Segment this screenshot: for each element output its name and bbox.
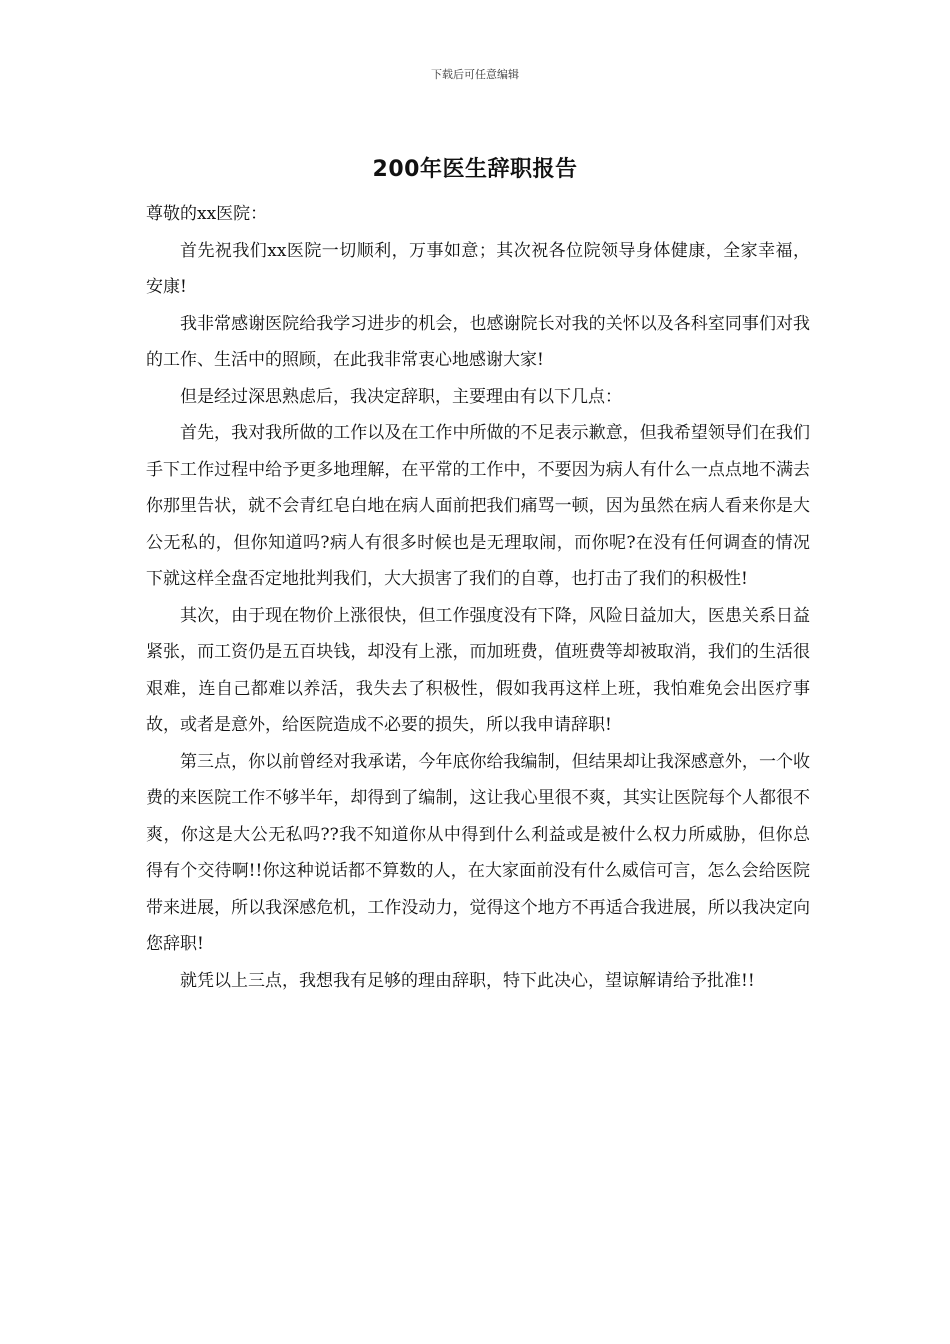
salutation: 尊敬的xx医院： (146, 204, 268, 224)
paragraph-thanks: 我非常感谢医院给我学习进步的机会，也感谢院长对我的关怀以及各科室同事们对我的工作、生活中的照顾，在此我非常衷心地感谢大家! (146, 313, 810, 370)
document-title: 200年医生辞职报告 (372, 157, 578, 182)
paragraph-greeting: 首先祝我们xx医院一切顺利，万事如意；其次祝各位院领导身体健康，全家幸福，安康! (146, 240, 810, 297)
paragraph-intro-reasons: 但是经过深思熟虑后，我决定辞职，主要理由有以下几点： (180, 386, 622, 407)
paragraph-reason-third: 第三点，你以前曾经对我承诺，今年底你给我编制，但结果却让我深感意外，一个收费的来医院工作不够半年，却得到了编制，这让我心里很不爽，其实让医院每个人都很不爽，你这是大公无私吗??我不知道你从中得到什么利益或是被什么权力所威胁，但你总得有个交待啊!!你这种说话都不算数的人，在大家面前没有什么威信可言，怎么会给医院带来进展，所以我深感危机，工作没动力，觉得这个地方不再适合我进展，所以我决定向您辞职! (146, 751, 810, 954)
paragraph-conclusion: 就凭以上三点，我想我有足够的理由辞职，特下此决心，望谅解请给予批准!! (180, 970, 755, 991)
paragraph-reason-first: 首先，我对我所做的工作以及在工作中所做的不足表示歉意，但我希望领导们在我们手下工作过程中给予更多地理解，在平常的工作中，不要因为病人有什么一点点地不满去你那里告状，就不会青红皂白地在病人面前把我们痛骂一顿，因为虽然在病人看来你是大公无私的，但你知道吗?病人有很多时候也是无理取闹，而你呢?在没有任何调查的情况下就这样全盘否定地批判我们，大大损害了我们的自尊，也打击了我们的积极性! (146, 423, 810, 589)
document-body (146, 196, 810, 999)
paragraph-reason-second: 其次，由于现在物价上涨很快，但工作强度没有下降，风险日益加大，医患关系日益紧张，而工资仍是五百块钱，却没有上涨，而加班费，值班费等却被取消，我们的生活很艰难，连自己都难以养活，我失去了积极性，假如我再这样上班，我怕难免会出医疗事故，或者是意外，给医院造成不必要的损失，所以我申请辞职! (146, 605, 810, 735)
header-note: 下载后可任意编辑 (431, 68, 519, 81)
